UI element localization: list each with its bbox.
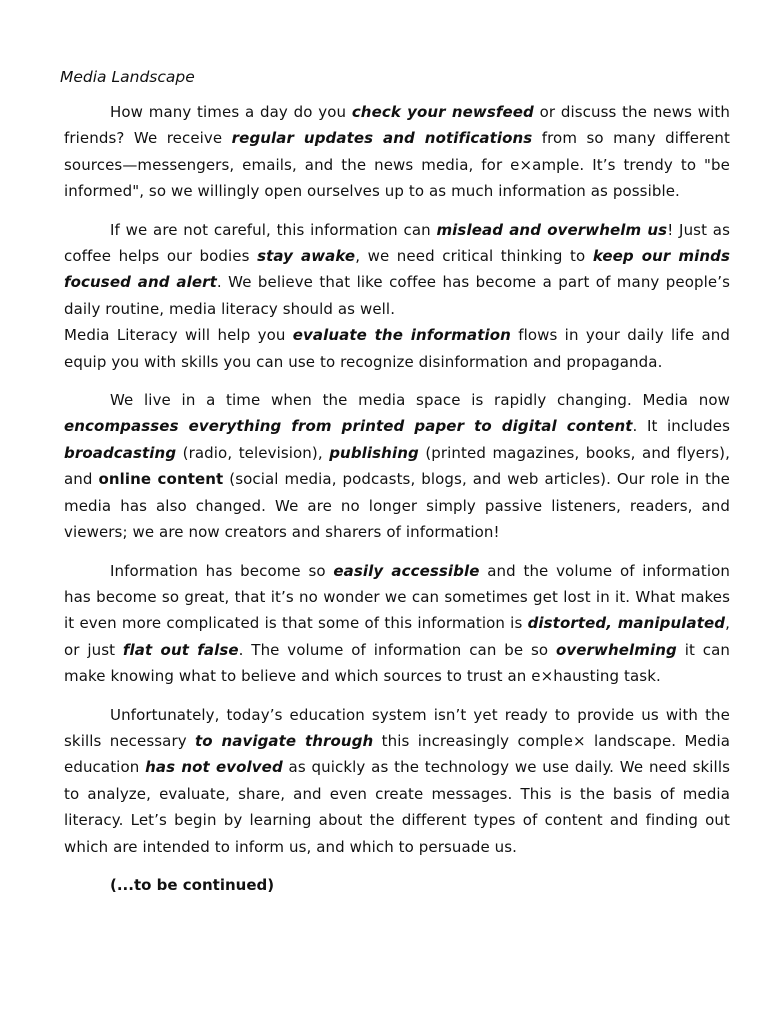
text: as quickly as the technology we use daily. We need skills to analyze, evaluate, share, and even create messages. This is the basis of media literacy. Let’s begin by learning about the different types of content and finding out which are intended to inform us, and which to persuade us. [64, 758, 730, 856]
text: Unfortunately, today’s education system isn’t yet ready to provide us with the skills necessary [64, 705, 730, 750]
paragraph-2 [64, 217, 730, 323]
text: . The volume of information can be so [238, 640, 556, 659]
emphasis: flat out false [122, 640, 239, 659]
emphasis: evaluate the information [292, 326, 511, 345]
text: We live in a time when the media space is rapidly changing. Media now [110, 391, 730, 410]
emphasis: easily accessible [333, 561, 480, 580]
emphasis: broadcasting [64, 443, 177, 462]
document-title: Media Landscape [60, 68, 195, 86]
emphasis: regular updates and notifications [231, 129, 533, 148]
text: or discuss the news with friends? We receive [64, 103, 730, 148]
text: Media Literacy will help you [64, 326, 293, 345]
text: , we need critical thinking to [355, 247, 593, 266]
emphasis: stay awake [257, 247, 356, 266]
emphasis: mislead and overwhelm us [436, 220, 668, 239]
text: (printed magazines, books, and flyers), and [64, 443, 730, 489]
paragraph-3 [64, 322, 730, 375]
emphasis: overwhelming [555, 640, 677, 659]
emphasis: to navigate through [195, 731, 374, 750]
emphasis: online content [98, 470, 224, 489]
continued-note: (...to be continued) [110, 875, 275, 894]
emphasis: publishing [329, 443, 419, 462]
paragraph-4 [64, 387, 730, 545]
text: , or just [64, 614, 730, 659]
emphasis: keep our minds focused and alert [64, 247, 731, 292]
text: . We believe that like coffee has become a part of many people’s daily routine, media literacy should as well. [64, 273, 730, 318]
text: it can make knowing what to believe and which sources to trust an e×hausting task. [64, 640, 730, 686]
text: from so many different sources—messengers, emails, and the news media, for e×ample. It’s trendy to "be informed", so we willingly open ourselves up to as much information as possible. [64, 129, 730, 201]
text: and the volume of information has become so great, that it’s no wonder we can sometimes get lost in it. What makes it even more complicated is that some of this information is [64, 561, 730, 633]
emphasis: encompasses everything from printed paper to digital content [64, 417, 633, 436]
text: ! Just as coffee helps our bodies [64, 220, 730, 266]
text: . It includes [632, 417, 730, 436]
paragraph-5 [64, 558, 730, 690]
text: How many times a day do you [110, 103, 352, 121]
emphasis: check your newsfeed [351, 103, 534, 121]
text: Information has become so [110, 561, 334, 580]
paragraph-6 [64, 702, 730, 860]
emphasis: distorted, manipulated [527, 614, 726, 633]
paragraph-1 [64, 99, 730, 205]
text: this increasingly comple× landscape. Media education [64, 731, 731, 777]
text: If we are not careful, this information can [110, 220, 437, 239]
text: flows in your daily life and equip you with skills you can use to recognize disinformation and propaganda. [64, 326, 731, 371]
text: (social media, podcasts, blogs, and web articles). Our role in the media has also changed. We are no longer simply passive listeners, readers, and viewers; we are now creators and sharers of information! [64, 470, 731, 542]
text: (radio, television), [176, 443, 330, 462]
emphasis: has not evolved [145, 758, 283, 777]
